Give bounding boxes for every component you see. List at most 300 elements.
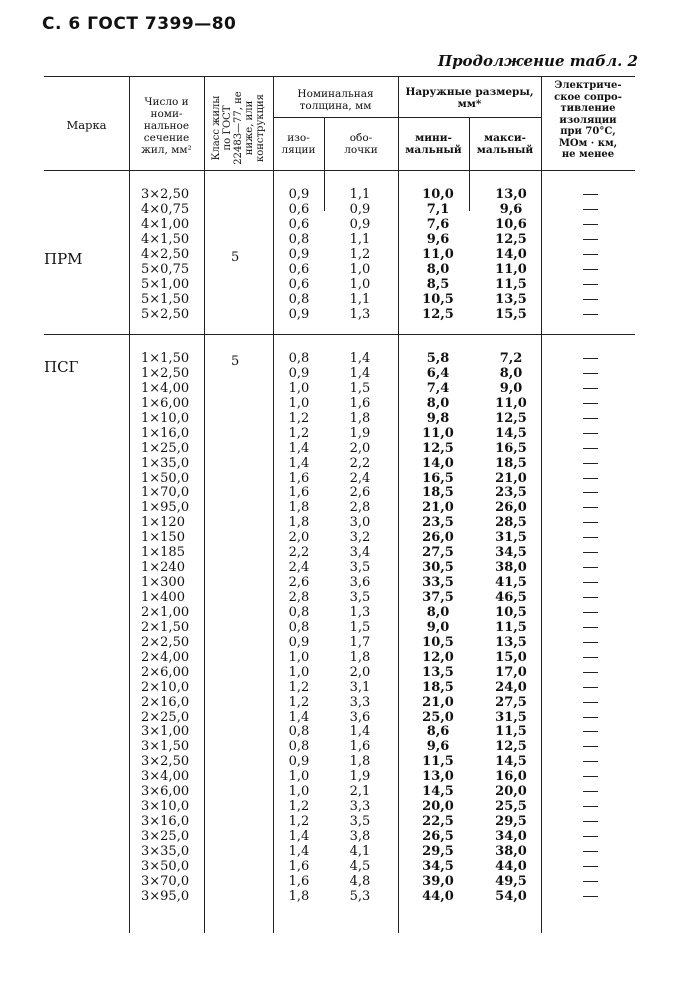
section-cell: 5×2,50: [141, 306, 190, 322]
section-cell: 1×150: [141, 530, 185, 546]
section-cell: 3×4,00: [141, 769, 190, 785]
section-cell: 3×35,0: [141, 843, 190, 859]
dash-mark: [583, 851, 598, 852]
shell-cell: 4,1: [349, 843, 371, 859]
header-outer-dimensions: Наружные размеры, мм*: [405, 86, 534, 110]
max-diameter-cell: 15,0: [495, 649, 527, 665]
insulation-cell: 0,6: [288, 261, 310, 277]
resistance-dash: [570, 457, 610, 472]
shell-cell: 2,2: [349, 455, 371, 471]
shell-cell: 1,1: [349, 291, 371, 307]
min-diameter-cell: 20,0: [422, 799, 454, 815]
resistance-dash: [570, 486, 610, 501]
group-divider-rule: [44, 334, 635, 335]
resistance-dash: [570, 845, 610, 860]
dash-mark: [583, 314, 598, 315]
min-diameter-cell: 9,6: [426, 739, 450, 755]
max-diameter-cell: 54,0: [495, 888, 527, 904]
section-cell: 1×4,00: [141, 380, 190, 396]
resistance-dash: [570, 546, 610, 561]
resistance-column: [570, 188, 610, 322]
max-diameter-cell: 25,5: [495, 799, 527, 815]
header-shell: обо- лочки: [344, 132, 378, 156]
resistance-dash: [570, 666, 610, 681]
max-diameter-cell: 7,2: [499, 351, 523, 366]
max-diameter-cell: 23,5: [495, 485, 527, 501]
insulation-cell: 1,6: [288, 873, 310, 889]
shell-cell: 4,5: [349, 858, 371, 874]
section-cell: 3×10,0: [141, 799, 190, 815]
header-brand: Марка: [66, 118, 107, 132]
dash-mark: [583, 522, 598, 523]
shell-cell: 3,5: [349, 590, 371, 605]
max-diameter-cell: 8,0: [499, 365, 523, 381]
max-diameter-cell: 12,5: [495, 231, 527, 247]
shell-cell: 1,5: [349, 619, 371, 635]
resistance-dash: [570, 651, 610, 666]
insulation-cell: 0,8: [288, 619, 310, 635]
insulation-cell: 1,2: [288, 410, 310, 426]
max-diameter-cell: 29,5: [495, 814, 527, 830]
dash-mark: [583, 761, 598, 762]
min-diameter-cell: 7,1: [426, 201, 450, 217]
shell-cell: 0,9: [349, 201, 371, 217]
resistance-dash: [570, 725, 610, 740]
insulation-cell: 1,2: [288, 679, 310, 695]
section-cell: 2×2,50: [141, 634, 190, 650]
insulation-cell: 1,4: [288, 440, 310, 456]
shell-cell: 5,3: [349, 888, 371, 904]
dash-mark: [583, 463, 598, 464]
shell-cell: 1,3: [349, 604, 371, 620]
min-diameter-cell: 25,0: [422, 709, 454, 725]
dash-mark: [583, 627, 598, 628]
shell-cell: 1,4: [349, 351, 371, 366]
min-diameter-cell: 11,5: [422, 754, 454, 770]
dash-mark: [583, 239, 598, 240]
dash-mark: [583, 836, 598, 837]
min-diameter-cell: 13,0: [422, 769, 454, 785]
brand-label-prm: ПРМ: [44, 250, 83, 268]
section-cell: 2×10,0: [141, 679, 190, 695]
min-diameter-cell: 34,5: [422, 858, 454, 874]
section-cell: 1×2,50: [141, 365, 190, 381]
section-cell: 3×95,0: [141, 888, 190, 904]
resistance-dash: [570, 800, 610, 815]
min-diameter-cell: 10,5: [422, 291, 454, 307]
min-diameter-cell: 9,8: [426, 410, 450, 426]
insulation-cell: 1,2: [288, 694, 310, 710]
resistance-dash: [570, 218, 610, 233]
max-diameter-cell: 12,5: [495, 739, 527, 755]
dash-mark: [583, 687, 598, 688]
section-cell: 3×1,50: [141, 739, 190, 755]
dash-mark: [583, 269, 598, 270]
insulation-column: [282, 188, 316, 322]
insulation-cell: 0,8: [288, 291, 310, 307]
shell-cell: 1,5: [349, 380, 371, 396]
section-cell: 2×25,0: [141, 709, 190, 725]
resistance-dash: [570, 740, 610, 755]
min-diameter-cell: 18,5: [422, 679, 454, 695]
dash-mark: [583, 612, 598, 613]
shell-cell: 1,0: [349, 276, 371, 292]
insulation-cell: 1,8: [288, 888, 310, 904]
shell-cell: 1,3: [349, 306, 371, 322]
insulation-cell: 0,9: [288, 187, 310, 202]
max-diameter-cell: 21,0: [495, 470, 527, 486]
shell-cell: 3,4: [349, 545, 371, 561]
shell-cell: 1,9: [349, 425, 371, 441]
section-cell: 3×25,0: [141, 829, 190, 844]
dash-mark: [583, 791, 598, 792]
min-diameter-cell: 5,8: [426, 351, 450, 366]
section-cell: 3×1,00: [141, 724, 190, 740]
resistance-dash: [570, 606, 610, 621]
min-diameter-cell: 22,5: [422, 814, 454, 830]
shell-cell: 3,0: [349, 515, 371, 531]
dash-mark: [583, 657, 598, 658]
min-diameter-cell: 33,5: [422, 575, 454, 591]
shell-cell: 1,2: [349, 246, 371, 262]
dash-mark: [583, 388, 598, 389]
insulation-cell: 2,4: [288, 560, 310, 576]
class-value-psg: 5: [231, 354, 240, 369]
shell-cell: 1,0: [349, 261, 371, 277]
min-diameter-cell: 7,4: [426, 380, 450, 396]
dash-mark: [583, 672, 598, 673]
max-diameter-cell: 13,0: [495, 187, 527, 202]
resistance-dash: [570, 263, 610, 278]
section-column: [141, 188, 201, 322]
min-diameter-cell: 12,0: [422, 649, 454, 665]
resistance-dash: [570, 875, 610, 890]
max-diameter-cell: 18,5: [495, 455, 527, 471]
max-diameter-cell: 13,5: [495, 291, 527, 307]
shell-cell: 3,6: [349, 575, 371, 591]
col-divider-5: [398, 76, 399, 933]
min-diameter-cell: 8,5: [426, 276, 450, 292]
dash-mark: [583, 717, 598, 718]
min-diameter-cell: 6,4: [426, 365, 450, 381]
max-diameter-cell: 34,5: [495, 545, 527, 561]
insulation-cell: 1,0: [288, 395, 310, 411]
col-divider-3: [273, 76, 274, 933]
section-cell: 1×240: [141, 560, 185, 576]
dash-mark: [583, 254, 598, 255]
insulation-cell: 0,8: [288, 231, 310, 247]
insulation-cell: 1,4: [288, 843, 310, 859]
shell-cell: 0,9: [349, 216, 371, 232]
min-diameter-cell: 8,0: [426, 261, 450, 277]
dash-mark: [583, 597, 598, 598]
shell-cell: 1,1: [349, 187, 371, 202]
insulation-cell: 1,2: [288, 425, 310, 441]
resistance-dash: [570, 501, 610, 516]
resistance-dash: [570, 427, 610, 442]
resistance-dash: [570, 248, 610, 263]
shell-cell: 3,2: [349, 530, 371, 546]
max-diameter-cell: 24,0: [495, 679, 527, 695]
insulation-cell: 2,2: [288, 545, 310, 561]
min-diameter-cell: 12,5: [422, 306, 454, 322]
insulation-cell: 0,9: [288, 634, 310, 650]
min-diameter-cell: 16,5: [422, 470, 454, 486]
insulation-cell: 1,2: [288, 799, 310, 815]
resistance-dash: [570, 636, 610, 651]
min-diameter-column: [410, 188, 466, 322]
dash-mark: [583, 776, 598, 777]
resistance-dash: [570, 442, 610, 457]
section-cell: 2×16,0: [141, 694, 190, 710]
dash-mark: [583, 731, 598, 732]
insulation-cell: 1,4: [288, 829, 310, 844]
max-diameter-cell: 46,5: [495, 590, 527, 605]
dash-mark: [583, 896, 598, 897]
insulation-cell: 0,8: [288, 724, 310, 740]
section-cell: 5×1,50: [141, 291, 190, 307]
resistance-dash: [570, 591, 610, 606]
section-cell: 1×1,50: [141, 351, 190, 366]
resistance-dash: [570, 382, 610, 397]
section-cell: 4×0,75: [141, 201, 190, 217]
max-diameter-cell: 10,6: [495, 216, 527, 232]
dash-mark: [583, 642, 598, 643]
col-divider-1: [129, 76, 130, 933]
min-diameter-cell: 7,6: [426, 216, 450, 232]
insulation-cell: 1,4: [288, 455, 310, 471]
min-diameter-cell: 11,0: [422, 246, 454, 262]
insulation-cell: 0,9: [288, 246, 310, 262]
min-diameter-cell: 8,6: [426, 724, 450, 740]
max-diameter-cell: 12,5: [495, 410, 527, 426]
shell-cell: 3,8: [349, 829, 371, 844]
shell-cell: 3,5: [349, 814, 371, 830]
section-cell: 3×2,50: [141, 187, 190, 202]
section-cell: 4×2,50: [141, 246, 190, 262]
max-diameter-cell: 38,0: [495, 560, 527, 576]
col-divider-7: [541, 76, 542, 933]
shell-cell: 3,1: [349, 679, 371, 695]
dash-mark: [583, 433, 598, 434]
resistance-dash: [570, 367, 610, 382]
insulation-cell: 1,0: [288, 649, 310, 665]
section-cell: 1×16,0: [141, 425, 190, 441]
section-cell: 3×70,0: [141, 873, 190, 889]
section-cell: 1×400: [141, 590, 185, 605]
max-diameter-cell: 11,5: [495, 619, 527, 635]
shell-cell: 2,4: [349, 470, 371, 486]
min-diameter-cell: 14,0: [422, 455, 454, 471]
max-diameter-cell: 38,0: [495, 843, 527, 859]
shell-column: [334, 188, 386, 322]
shell-cell: 3,6: [349, 709, 371, 725]
insulation-cell: 1,2: [288, 814, 310, 830]
min-diameter-cell: 13,5: [422, 664, 454, 680]
resistance-dash: [570, 203, 610, 218]
min-diameter-cell: 10,0: [422, 187, 454, 202]
min-diameter-cell: 30,5: [422, 560, 454, 576]
max-diameter-cell: 14,5: [495, 425, 527, 441]
insulation-cell: 0,8: [288, 739, 310, 755]
max-diameter-cell: 16,0: [495, 769, 527, 785]
shell-cell: 1,4: [349, 365, 371, 381]
section-cell: 1×120: [141, 515, 185, 531]
resistance-dash: [570, 815, 610, 830]
insulation-cell: 1,6: [288, 470, 310, 486]
min-diameter-cell: 26,5: [422, 829, 454, 844]
max-diameter-cell: 34,0: [495, 829, 527, 844]
min-diameter-cell: 8,0: [426, 395, 450, 411]
resistance-dash: [570, 785, 610, 800]
shell-cell: 3,3: [349, 694, 371, 710]
header-bottom-rule: [44, 170, 635, 171]
header-section: Число и номи- нальное сечение жил, мм²: [141, 96, 192, 156]
max-diameter-cell: 31,5: [495, 709, 527, 725]
header-min: мини- мальный: [405, 132, 462, 156]
insulation-cell: 1,6: [288, 485, 310, 501]
max-diameter-cell: 11,5: [495, 276, 527, 292]
resistance-dash: [570, 293, 610, 308]
resistance-dash: [570, 755, 610, 770]
shell-cell: 2,0: [349, 440, 371, 456]
max-diameter-cell: 15,5: [495, 306, 527, 322]
header-max: макси- мальный: [476, 132, 534, 156]
resistance-dash: [570, 472, 610, 487]
insulation-cell: 1,0: [288, 664, 310, 680]
min-diameter-cell: 18,5: [422, 485, 454, 501]
resistance-dash: [570, 770, 610, 785]
dash-mark: [583, 567, 598, 568]
section-column: [141, 352, 201, 905]
max-diameter-cell: 27,5: [495, 694, 527, 710]
section-cell: 4×1,50: [141, 231, 190, 247]
dash-mark: [583, 537, 598, 538]
min-diameter-cell: 21,0: [422, 694, 454, 710]
resistance-dash: [570, 278, 610, 293]
min-diameter-cell: 12,5: [422, 440, 454, 456]
insulation-cell: 2,8: [288, 590, 310, 605]
class-value-prm: 5: [231, 250, 240, 265]
max-diameter-cell: 9,6: [499, 201, 523, 217]
insulation-cell: 0,9: [288, 306, 310, 322]
dash-mark: [583, 881, 598, 882]
shell-cell: 1,8: [349, 649, 371, 665]
section-cell: 1×35,0: [141, 455, 190, 471]
resistance-dash: [570, 576, 610, 591]
insulation-cell: 0,6: [288, 216, 310, 232]
max-diameter-cell: 49,5: [495, 873, 527, 889]
max-diameter-cell: 16,5: [495, 440, 527, 456]
min-diameter-cell: 44,0: [422, 888, 454, 904]
page-header: С. 6 ГОСТ 7399—80: [42, 14, 237, 34]
min-diameter-cell: 10,5: [422, 634, 454, 650]
dash-mark: [583, 448, 598, 449]
resistance-dash: [570, 860, 610, 875]
shell-cell: 1,9: [349, 769, 371, 785]
min-diameter-cell: 27,5: [422, 545, 454, 561]
insulation-cell: 1,6: [288, 858, 310, 874]
section-cell: 1×6,00: [141, 395, 190, 411]
min-diameter-cell: 29,5: [422, 843, 454, 859]
insulation-cell: 1,0: [288, 380, 310, 396]
resistance-dash: [570, 308, 610, 323]
dash-mark: [583, 224, 598, 225]
resistance-dash: [570, 352, 610, 367]
section-cell: 1×300: [141, 575, 185, 591]
max-diameter-cell: 9,0: [499, 380, 523, 396]
max-diameter-cell: 11,5: [495, 724, 527, 740]
resistance-dash: [570, 412, 610, 427]
dash-mark: [583, 702, 598, 703]
brand-label-psg: ПСГ: [44, 358, 79, 376]
dash-mark: [583, 403, 598, 404]
dash-mark: [583, 373, 598, 374]
min-diameter-column: [410, 352, 466, 905]
shell-cell: 1,8: [349, 754, 371, 770]
resistance-dash: [570, 621, 610, 636]
header-thickness: Номинальная толщина, мм: [297, 88, 374, 112]
shell-cell: 2,8: [349, 500, 371, 516]
max-diameter-column: [482, 188, 540, 322]
dash-mark: [583, 299, 598, 300]
section-cell: 1×50,0: [141, 470, 190, 486]
max-diameter-cell: 13,5: [495, 634, 527, 650]
dash-mark: [583, 478, 598, 479]
section-cell: 3×6,00: [141, 784, 190, 800]
shell-cell: 3,3: [349, 799, 371, 815]
insulation-cell: 2,0: [288, 530, 310, 546]
shell-cell: 1,1: [349, 231, 371, 247]
dash-mark: [583, 806, 598, 807]
section-cell: 1×25,0: [141, 440, 190, 456]
resistance-dash: [570, 531, 610, 546]
resistance-dash: [570, 188, 610, 203]
dash-mark: [583, 582, 598, 583]
shell-cell: 2,0: [349, 664, 371, 680]
col-divider-2: [204, 76, 205, 933]
dash-mark: [583, 358, 598, 359]
max-diameter-cell: 11,0: [495, 395, 527, 411]
header-resistance: Электриче- ское сопро- тивление изоляции при 70°С, МОм · км, не менее: [554, 80, 622, 160]
min-diameter-cell: 37,5: [422, 590, 454, 605]
section-cell: 1×185: [141, 545, 185, 561]
max-diameter-cell: 31,5: [495, 530, 527, 546]
max-diameter-cell: 28,5: [495, 515, 527, 531]
insulation-cell: 1,0: [288, 769, 310, 785]
shell-column: [334, 352, 386, 905]
section-cell: 2×1,50: [141, 619, 190, 635]
insulation-cell: 1,4: [288, 709, 310, 725]
section-cell: 5×1,00: [141, 276, 190, 292]
insulation-cell: 0,8: [288, 351, 310, 366]
resistance-dash: [570, 890, 610, 905]
max-diameter-column: [482, 352, 540, 905]
insulation-cell: 1,8: [288, 515, 310, 531]
section-cell: 5×0,75: [141, 261, 190, 277]
resistance-dash: [570, 561, 610, 576]
resistance-dash: [570, 397, 610, 412]
dash-mark: [583, 492, 598, 493]
max-diameter-cell: 14,5: [495, 754, 527, 770]
max-diameter-cell: 17,0: [495, 664, 527, 680]
max-diameter-cell: 11,0: [495, 261, 527, 277]
resistance-dash: [570, 516, 610, 531]
min-diameter-cell: 39,0: [422, 873, 454, 889]
dash-mark: [583, 821, 598, 822]
resistance-dash: [570, 696, 610, 711]
table-continuation-label: Продолжение табл. 2: [437, 52, 638, 70]
